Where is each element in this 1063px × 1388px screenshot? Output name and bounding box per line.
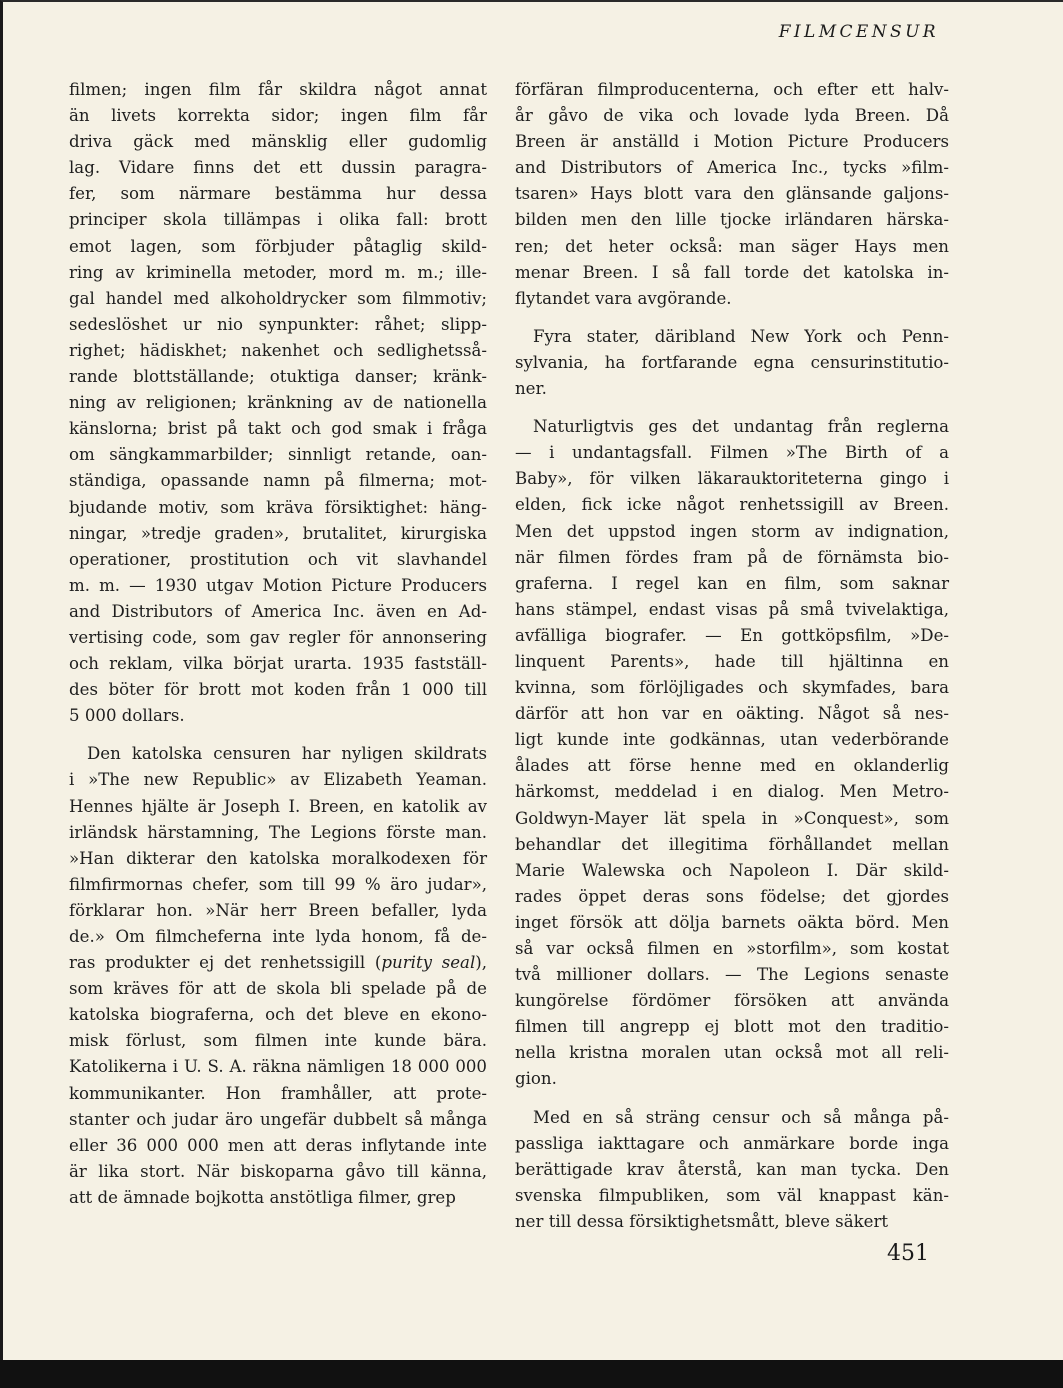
text-line: Katolikerna i U. S. A. räkna nämligen 18 000 000 xyxy=(69,1057,487,1077)
paragraph xyxy=(515,414,949,1092)
text-line: som kräves för att de skola bli spelade på de xyxy=(69,979,487,999)
text-line: irländsk härstamning, The Legions förste man. xyxy=(69,822,487,842)
text-line: rades öppet deras sons födelse; det gjordes xyxy=(515,886,949,906)
text-line: de.» Om filmcheferna inte lyda honom, få de- xyxy=(69,927,487,946)
text-line: gal handel med alkoholdrycker som filmmotiv; xyxy=(69,288,487,308)
text-line: and Distributors of America Inc., tycks »film- xyxy=(515,158,949,178)
text-line: ständiga, opassande namn på filmerna; mot- xyxy=(69,471,487,491)
text-line: driva gäck med mänsklig eller gudomlig xyxy=(69,132,487,152)
text-line: emot lagen, som förbjuder påtaglig skild- xyxy=(69,236,487,256)
text-line: så var också filmen en »storfilm», som kostat xyxy=(515,939,949,958)
text-line: fer, som närmare bestämma hur dessa xyxy=(69,184,487,204)
text-line: förklarar hon. »När herr Breen befaller, lyda xyxy=(69,900,487,920)
text-line: lag. Vidare finns det ett dussin paragra- xyxy=(69,158,487,178)
text-line: nella kristna moralen utan också mot all reli- xyxy=(515,1043,949,1063)
scan-border xyxy=(0,1360,1063,1388)
text-line: 5 000 dollars. xyxy=(69,706,185,726)
text-line: två millioner dollars. — The Legions senaste xyxy=(515,965,949,985)
text-line: menar Breen. I så fall torde det katolska in- xyxy=(515,262,949,282)
text-line: ning av religionen; kränkning av de nationella xyxy=(69,393,487,413)
paragraph-gap xyxy=(515,1093,949,1105)
text-line: misk förlust, som filmen inte kunde bära. xyxy=(69,1031,487,1051)
text-line: hans stämpel, endast visas på små tvivelaktiga, xyxy=(515,599,949,619)
text-line: Men det uppstod ingen storm av indignation, xyxy=(515,521,949,541)
text-line: Breen är anställd i Motion Picture Producers xyxy=(515,132,949,152)
text-line: ligt kunde inte godkännas, utan vederbörande xyxy=(515,730,949,750)
text-line: passliga iakttagare och anmärkare borde inga xyxy=(515,1133,949,1153)
text-line: än livets korrekta sidor; ingen film får xyxy=(69,106,487,126)
text-line: svenska filmpubliken, som väl knappast kän- xyxy=(515,1185,949,1205)
text-line: — i undantagsfall. Filmen »The Birth of a xyxy=(515,443,949,463)
paragraph-gap xyxy=(515,402,949,414)
left-column xyxy=(69,77,487,1211)
text-line: ner till dessa försiktighetsmått, bleve säkert xyxy=(515,1211,889,1231)
text-line: behandlar det illegitima förhållandet mellan xyxy=(515,834,949,854)
italic-term: purity seal xyxy=(381,953,476,973)
text-line: inget försök att dölja barnets oäkta börd. Men xyxy=(515,912,949,932)
text-line: kungörelse fördömer försöken att använda xyxy=(515,991,949,1011)
text-line: ålades att förse henne med en oklanderlig xyxy=(515,756,949,776)
text-line: sedeslöshet ur nio synpunkter: råhet; slipp- xyxy=(69,314,487,334)
text-line: rande blottställande; otuktiga danser; kränk- xyxy=(69,367,487,387)
text-line: Hennes hjälte är Joseph I. Breen, en katolik av xyxy=(69,796,487,816)
text-line: principer skola tillämpas i olika fall: brott xyxy=(69,210,487,230)
text-line: bjudande motiv, som kräva försiktighet: häng- xyxy=(69,497,487,517)
text-line: ren; det heter också: man säger Hays men xyxy=(515,236,949,256)
text-line: känslorna; brist på takt och god smak i fråga xyxy=(69,419,487,439)
text-line: des böter för brott mot koden från 1 000 till xyxy=(69,680,487,700)
text-line: kommunikanter. Hon framhåller, att prote- xyxy=(69,1083,487,1103)
text-line: att de ämnade bojkotta anstötliga filmer, grep xyxy=(69,1187,456,1207)
text-line: tsaren» Hays blott vara den glänsande galjons- xyxy=(515,184,949,204)
paragraph xyxy=(515,77,949,312)
text-line: operationer, prostitution och vit slavhandel xyxy=(69,549,487,569)
paragraph xyxy=(69,77,487,729)
text-line: och reklam, vilka börjat urarta. 1935 fastställ- xyxy=(69,654,487,674)
text-line: elden, fick icke något renhetssigill av Breen. xyxy=(515,495,949,515)
text-line: berättigade krav återstå, kan man tycka. Den xyxy=(515,1159,949,1179)
text-line: Naturligtvis ges det undantag från reglerna xyxy=(533,417,949,437)
text-line: ningar, »tredje graden», brutalitet, kirurgiska xyxy=(69,523,487,543)
text-line: filmen; ingen film får skildra något annat xyxy=(69,80,487,99)
text-line: ner. xyxy=(515,379,547,399)
text-line: Goldwyn-Mayer lät spela in »Conquest», som xyxy=(515,808,949,828)
text-line: stanter och judar äro ungefär dubbelt så många xyxy=(69,1109,487,1129)
text-line: m. m. — 1930 utgav Motion Picture Producers xyxy=(69,575,487,595)
paragraph xyxy=(69,741,487,1211)
text-line: Baby», för vilken läkarauktoriteterna gingo i xyxy=(515,469,949,489)
text-line: and Distributors of America Inc. även en Ad- xyxy=(69,601,487,621)
text-line: katolska biograferna, och det bleve en ekono- xyxy=(69,1005,487,1025)
text-line: eller 36 000 000 men att deras inflytande inte xyxy=(69,1135,487,1155)
text-line: i »The new Republic» av Elizabeth Yeaman. xyxy=(69,770,487,790)
text-line: därför att hon var en oäkting. Något så nes- xyxy=(515,704,949,724)
text-line: flytandet vara avgörande. xyxy=(515,288,732,308)
paragraph-gap xyxy=(69,729,487,741)
paragraph-gap xyxy=(515,312,949,324)
text-line: linquent Parents», hade till hjältinna en xyxy=(515,651,949,671)
text-line: är lika stort. När biskoparna gåvo till känna, xyxy=(69,1161,487,1181)
running-head: FILMCENSUR xyxy=(778,22,939,42)
text-line: kvinna, som förlöjligades och skymfades, bara xyxy=(515,678,949,698)
text-line: avfälliga biografer. — En gottköpsfilm, »De- xyxy=(515,625,949,645)
text-line: sylvania, ha fortfarande egna censurinstitutio- xyxy=(515,352,949,372)
text-line: Den katolska censuren har nyligen skildrats xyxy=(87,744,487,764)
text-line: Med en så sträng censur och så många på- xyxy=(533,1107,949,1127)
text-line: ring av kriminella metoder, mord m. m.; ille- xyxy=(69,262,487,282)
text-line: förfäran filmproducenterna, och efter ett halv- xyxy=(515,80,949,99)
text-line: graferna. I regel kan en film, som saknar xyxy=(515,573,949,593)
text-line: filmen till angrepp ej blott mot den traditio- xyxy=(515,1017,949,1037)
page-number: 451 xyxy=(887,1241,929,1266)
text-line: när filmen fördes fram på de förnämsta bio- xyxy=(515,547,949,567)
text-line: om sängkammarbilder; sinnligt retande, oan- xyxy=(69,445,487,465)
text-line: gion. xyxy=(515,1069,557,1089)
paragraph xyxy=(515,324,949,402)
text-line: Fyra stater, däribland New York och Penn- xyxy=(533,326,949,346)
text-line: »Han dikterar den katolska moralkodexen för xyxy=(69,848,487,868)
text-line: år gåvo de vika och lovade lyda Breen. Då xyxy=(515,106,949,126)
text-line: härkomst, meddelad i en dialog. Men Metro- xyxy=(515,782,949,802)
text-line: righet; hädiskhet; nakenhet och sedlighetsså- xyxy=(69,340,487,360)
text-line: filmfirmornas chefer, som till 99 % äro judar», xyxy=(69,874,487,894)
paragraph xyxy=(515,1105,949,1235)
text-line: bilden men den lille tjocke irländaren härska- xyxy=(515,210,949,230)
text-line: ras produkter ej det renhetssigill (purity seal), xyxy=(69,953,488,973)
text-line: vertising code, som gav regler för annonsering xyxy=(69,627,487,647)
text-line: Marie Walewska och Napoleon I. Där skild- xyxy=(515,860,949,880)
right-column xyxy=(515,77,949,1235)
